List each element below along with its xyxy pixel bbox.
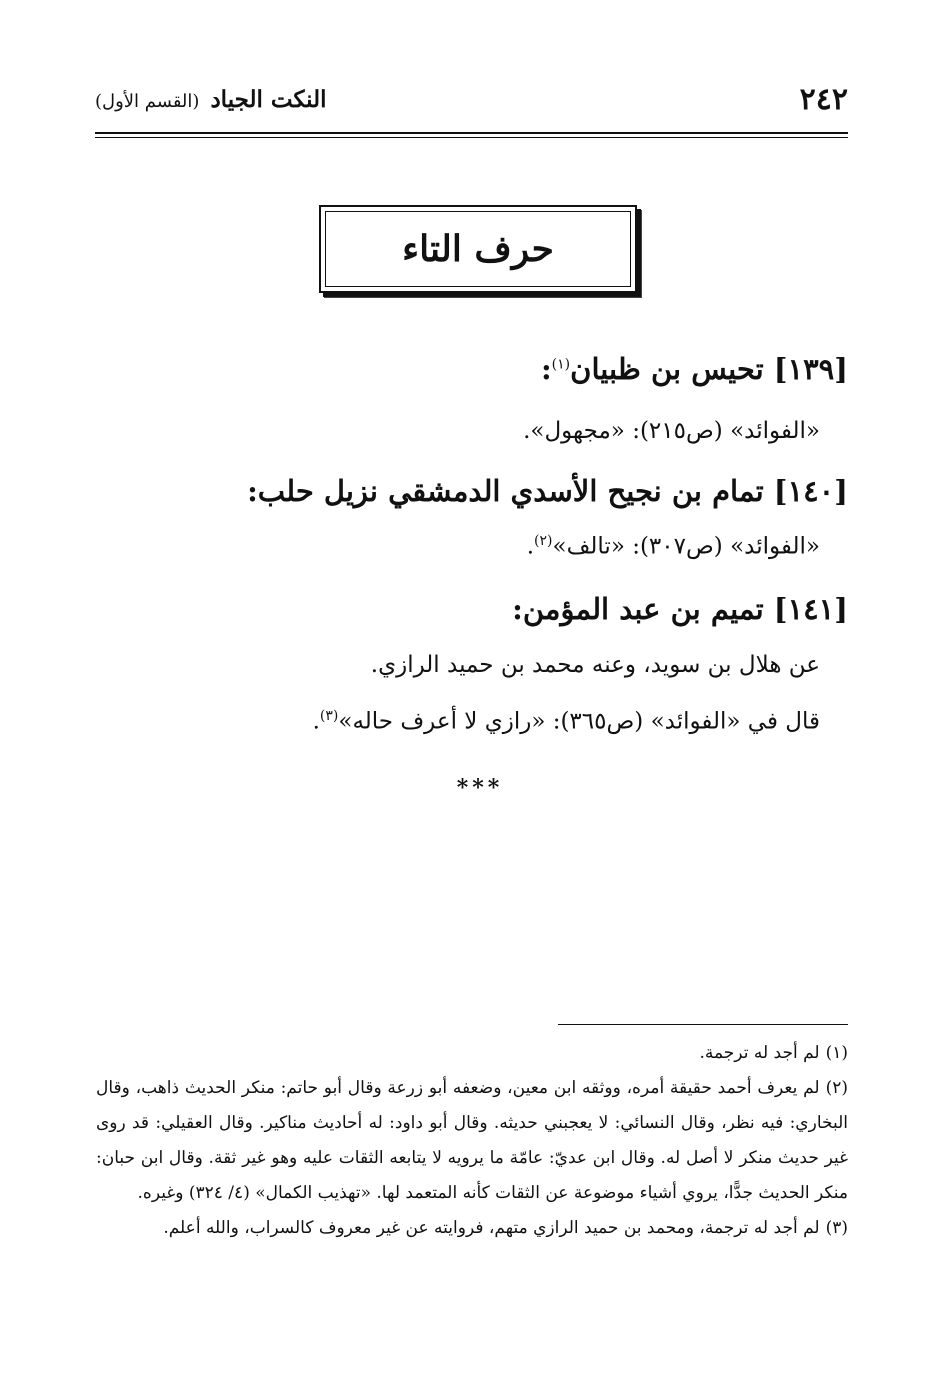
entry-heading-139 xyxy=(541,352,848,386)
entry-line-text: قال في «الفوائد» (ص٣٦٥): «رازي لا أعرف حاله» xyxy=(338,708,820,735)
footnote xyxy=(96,1211,848,1246)
entry-heading-text: [١٣٩] تحيس بن ظبيان xyxy=(570,352,848,386)
footnote xyxy=(96,1071,848,1211)
entry-line xyxy=(371,652,820,678)
entry-line-text: «الفوائد» (ص٢١٥): «مجهول». xyxy=(523,418,820,444)
footnote-text: لم أجد له ترجمة، ومحمد بن حميد الرازي متهم، فروايته عن غير معروف كالسراب، والله أعلم. xyxy=(163,1218,820,1238)
section-separator: *** xyxy=(456,775,504,801)
chapter-title-box xyxy=(319,205,637,293)
footnote-number: (٢) xyxy=(825,1078,848,1098)
footnote-ref: (٢) xyxy=(534,533,553,549)
header-rule-thin xyxy=(95,137,848,138)
chapter-title: حرف التاء xyxy=(402,228,554,270)
book-title: النكت الجياد xyxy=(210,86,327,113)
entry-heading-141 xyxy=(512,592,848,626)
footnote-number: (٣) xyxy=(825,1218,848,1238)
book-subtitle: (القسم الأول) xyxy=(95,91,200,112)
page-header xyxy=(95,80,848,124)
footnote xyxy=(96,1036,848,1071)
entry-line xyxy=(523,418,820,444)
footnote-ref: (١) xyxy=(551,356,571,373)
footnote-rule xyxy=(558,1024,848,1025)
entry-line-text: عن هلال بن سويد، وعنه محمد بن حميد الرازي. xyxy=(370,652,820,678)
entry-line xyxy=(527,533,820,560)
running-title xyxy=(95,86,327,113)
entry-line-text: «الفوائد» (ص٣٠٧): «تالف» xyxy=(552,533,820,560)
footnote-text: لم يعرف أحمد حقيقة أمره، ووثقه ابن معين، وضعفه أبو زرعة وقال أبو حاتم: منكر الحديث ذاهب، وقال البخاري: فيه نظر، وقال النسائي: لا يعجبني حديثه. وقال أبو داود: له أحاديث مناكير. وقال العقيلي: قد روى غير حديث منكر لا أصل له. وقال ابن عديّ: عامّة ما يرويه لا يتابعه الثقات عليه وهو غير ثقة. وقال ابن حبان: منكر الحديث جدًّا، يروي أشياء موضوعة عن الثقات كأنه المتعمد لها. «تهذيب الكمال» (٤/ ٣٢٤) وغيره. xyxy=(96,1078,848,1203)
entry-line-end: . xyxy=(312,708,320,735)
page-number: ٢٤٢ xyxy=(799,82,848,117)
entry-heading-140 xyxy=(247,474,848,508)
footnote-text: لم أجد له ترجمة. xyxy=(699,1043,820,1063)
footnote-number: (١) xyxy=(825,1043,848,1063)
footnote-ref: (٣) xyxy=(319,708,339,724)
entry-line-end: . xyxy=(526,533,535,560)
entry-heading-text: [١٤١] تميم بن عبد المؤمن: xyxy=(512,592,848,626)
header-rule xyxy=(95,132,848,134)
entry-line xyxy=(313,708,820,735)
footnotes xyxy=(96,1036,848,1246)
entry-heading-text: [١٤٠] تمام بن نجيح الأسدي الدمشقي نزيل حلب: xyxy=(247,474,848,508)
entry-heading-end: : xyxy=(540,352,552,386)
